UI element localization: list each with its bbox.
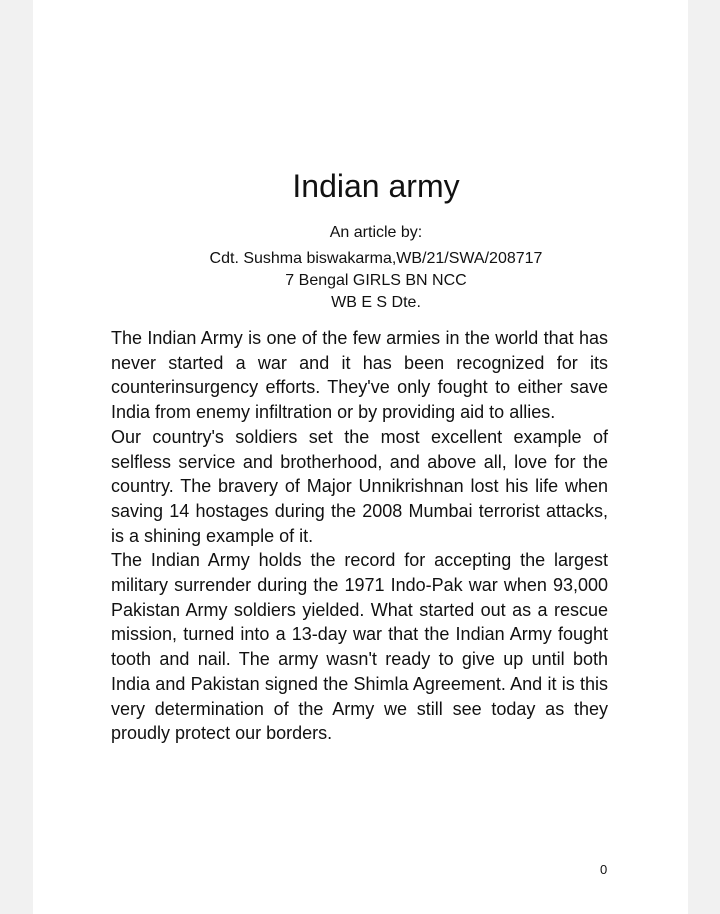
document-page [33, 0, 688, 914]
byline-directorate: WB E S Dte. [331, 294, 421, 311]
paragraph-3: The Indian Army holds the record for accepting the largest military surrender during the 1971 Indo-Pak war when 93,000 Pakistan Army soldiers yielded. What started out as a rescue mission, turned into a 13-day war that the Indian Army fought tooth and nail. The army wasn't ready to give up until both India and Pakistan signed the Shimla Agreement. And it is this very determination of the Army we still see today as they proudly protect our borders. [111, 550, 608, 744]
article-title: Indian army [292, 168, 460, 204]
page-number: 0 [600, 862, 608, 877]
byline-intro: An article by: [329, 224, 423, 241]
paragraph-1: The Indian Army is one of the few armies in the world that has never started a war and it has been recognized for its counterinsurgency efforts. They've only fought to either save India from enemy infiltration or by providing aid to allies. [111, 328, 608, 423]
byline-unit: 7 Bengal GIRLS BN NCC [285, 272, 467, 289]
article-body [111, 326, 608, 746]
byline-author: Cdt. Sushma biswakarma,WB/21/SWA/208717 [209, 250, 543, 267]
paragraph-2: Our country's soldiers set the most excellent example of selfless service and brotherhood, and above all, love for the country. The bravery of Major Unnikrishnan lost his life when saving 14 hostages during the 2008 Mumbai terrorist attacks, is a shining example of it. [111, 426, 608, 546]
